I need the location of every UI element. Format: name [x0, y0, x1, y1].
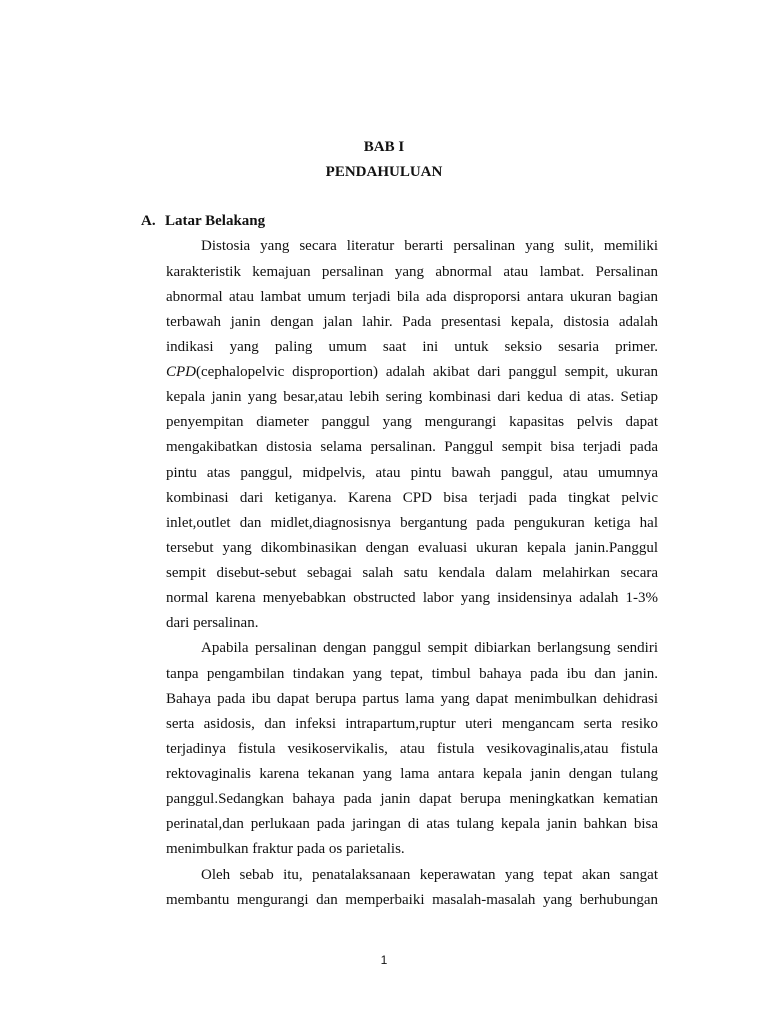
section-heading — [141, 212, 265, 230]
paragraph-1-line-9: mengakibatkan distosia selama persalinan. Panggul sempit bisa terjadi pada — [166, 439, 658, 455]
paragraph-1-line-15: normal karena menyebabkan obstructed labor yang insidensinya adalah 1-3% — [166, 590, 658, 606]
paragraph-2-line-6: rektovaginalis karena tekanan yang lama antara kepala janin dengan tulang — [166, 766, 658, 782]
paragraph-1-line-3: abnormal atau lambat umum terjadi bila ada disproporsi antara ukuran bagian — [166, 289, 658, 305]
paragraph-2-line-2: tanpa pengambilan tindakan yang tepat, timbul bahaya pada ibu dan janin. — [166, 666, 658, 682]
paragraph-1-line-16: dari persalinan. — [166, 615, 259, 631]
page-number: 1 — [380, 953, 388, 967]
paragraph-1-line-1: Distosia yang secara literatur berarti persalinan yang sulit, memiliki — [201, 238, 658, 254]
paragraph-2-line-5: terjadinya fistula vesikoservikalis, atau fistula vesikovaginalis,atau fistula — [166, 741, 658, 757]
paragraph-1-line-6 — [166, 363, 658, 381]
paragraph-1-line-8: penyempitan diameter panggul yang mengurangi kapasitas pelvis dapat — [166, 414, 658, 430]
cpd-term: CPD — [166, 364, 196, 380]
chapter-title: PENDAHULUAN — [325, 164, 443, 180]
paragraph-1-line-11: kombinasi dari ketiganya. Karena CPD bisa terjadi pada tingkat pelvic — [166, 490, 658, 506]
paragraph-1-line-12: inlet,outlet dan midlet,diagnosisnya bergantung pada pengukuran ketiga hal — [166, 515, 658, 531]
paragraph-1-line-7: kepala janin yang besar,atau lebih sering kombinasi dari kedua di atas. Setiap — [166, 389, 658, 405]
paragraph-1-line-2: karakteristik kemajuan persalinan yang abnormal atau lambat. Persalinan — [166, 264, 658, 280]
section-title: Latar Belakang — [165, 213, 266, 229]
paragraph-2-line-8: perinatal,dan perlukaan pada jaringan di atas tulang kepala janin bahkan bisa — [166, 816, 658, 832]
paragraph-1-line-5: indikasi yang paling umum saat ini untuk seksio sesaria primer. — [166, 339, 658, 355]
paragraph-1-line-14: sempit disebut-sebut sebagai salah satu kendala dalam melahirkan secara — [166, 565, 658, 581]
paragraph-1-line-13: tersebut yang dikombinasikan dengan evaluasi ukuran kepala janin.Panggul — [166, 540, 658, 556]
paragraph-2-line-9: menimbulkan fraktur pada os parietalis. — [166, 841, 405, 857]
paragraph-1-line-4: terbawah janin dengan jalan lahir. Pada presentasi kepala, distosia adalah — [166, 314, 658, 330]
paragraph-2-line-7: panggul.Sedangkan bahaya pada janin dapat berupa meningkatkan kematian — [166, 791, 658, 807]
paragraph-1-line-6-text: (cephalopelvic disproportion) adalah akibat dari panggul sempit, ukuran — [196, 364, 658, 380]
paragraph-3-line-1: Oleh sebab itu, penatalaksanaan keperawatan yang tepat akan sangat — [201, 867, 658, 883]
paragraph-1-line-10: pintu atas panggul, midpelvis, atau pintu bawah panggul, atau umumnya — [166, 465, 658, 481]
paragraph-2-line-3: Bahaya pada ibu dapat berupa partus lama yang dapat menimbulkan dehidrasi — [166, 691, 658, 707]
chapter-number: BAB I — [363, 139, 405, 155]
paragraph-2-line-4: serta asidosis, dan infeksi intrapartum,ruptur uteri mengancam serta resiko — [166, 716, 658, 732]
paragraph-2-line-1: Apabila persalinan dengan panggul sempit dibiarkan berlangsung sendiri — [201, 640, 658, 656]
paragraph-3-line-2: membantu mengurangi dan memperbaiki masalah-masalah yang berhubungan — [166, 892, 658, 908]
section-marker: A. — [141, 213, 156, 229]
